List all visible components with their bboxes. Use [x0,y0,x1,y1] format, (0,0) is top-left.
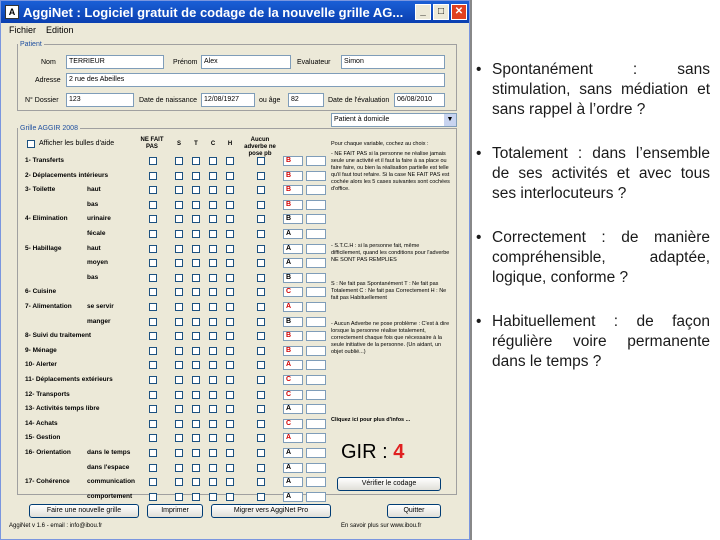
row-sublabel: haut [87,186,101,193]
row-result: A [283,302,303,312]
row-result: B [283,156,303,166]
row-checkbox[interactable] [209,449,217,457]
row-sublabel: moyen [87,259,108,266]
bulles-label: Afficher les bulles d'aide [39,140,115,147]
row-checkbox[interactable] [257,361,265,369]
nom-field[interactable]: TERRIEUR [66,55,164,69]
row-result-alt [306,433,326,443]
row-result-alt [306,448,326,458]
row-checkbox[interactable] [149,434,157,442]
row-result-alt [306,317,326,327]
row-checkbox[interactable] [257,245,265,253]
row-checkbox[interactable] [175,157,183,165]
row-result-alt [306,346,326,356]
row-checkbox[interactable] [175,361,183,369]
row-checkbox[interactable] [209,201,217,209]
prenom-label: Prénom [173,59,198,66]
row-checkbox[interactable] [175,464,183,472]
header-h: H [227,141,233,147]
row-checkbox[interactable] [257,347,265,355]
row-result: B [283,346,303,356]
row-label: 14- Achats [25,420,58,427]
bullet-list [474,60,710,396]
row-result: B [283,185,303,195]
row-checkbox[interactable] [257,186,265,194]
note-ne-fait-pas: - NE FAIT PAS si la personne ne réalise jamais seule une activité et il faut la faire à sa place ou faire faire, ou bien la réalisation partielle est telle qu'il faut tout refaire. Si la case NE FAIT PAS est cochée alors les 5 cases suivantes sont cochées d'office. [331,151,450,192]
row-checkbox[interactable] [192,420,200,428]
row-checkbox[interactable] [192,478,200,486]
prenom-field[interactable]: Alex [201,55,291,69]
row-result: A [283,360,303,370]
row-checkbox[interactable] [257,259,265,267]
row-checkbox[interactable] [257,464,265,472]
row-checkbox[interactable] [209,347,217,355]
row-checkbox[interactable] [209,172,217,180]
row-checkbox[interactable] [175,274,183,282]
row-checkbox[interactable] [226,493,234,501]
row-result-alt [306,419,326,429]
row-checkbox[interactable] [175,303,183,311]
naissance-field[interactable]: 12/08/1927 [201,93,255,107]
row-checkbox[interactable] [226,332,234,340]
row-checkbox[interactable] [192,332,200,340]
row-result: A [283,448,303,458]
header-t: T [194,141,198,147]
row-checkbox[interactable] [192,376,200,384]
row-checkbox[interactable] [226,245,234,253]
row-checkbox[interactable] [257,230,265,238]
row-checkbox[interactable] [192,434,200,442]
row-sublabel: se servir [87,303,114,310]
row-checkbox[interactable] [192,493,200,501]
row-checkbox[interactable] [209,405,217,413]
row-checkbox[interactable] [192,230,200,238]
row-checkbox[interactable] [209,157,217,165]
row-result: B [283,171,303,181]
row-checkbox[interactable] [209,259,217,267]
row-result: A [283,463,303,473]
row-checkbox[interactable] [192,318,200,326]
row-label: 17- Cohérence [25,478,70,485]
row-checkbox[interactable] [226,434,234,442]
bullet-icon: • [476,313,482,330]
row-checkbox[interactable] [226,405,234,413]
row-checkbox[interactable] [149,347,157,355]
row-checkbox[interactable] [149,172,157,180]
bullet-text: Correctement : de manière compréhensible, adaptée, logique, conforme ? [492,229,710,286]
row-checkbox[interactable] [175,288,183,296]
row-checkbox[interactable] [175,186,183,194]
row-checkbox[interactable] [149,493,157,501]
row-checkbox[interactable] [257,157,265,165]
row-checkbox[interactable] [226,230,234,238]
row-checkbox[interactable] [209,318,217,326]
footer-email: AggiNet v 1.6 - email : info@ibou.fr [9,523,103,529]
row-checkbox[interactable] [257,172,265,180]
row-checkbox[interactable] [149,478,157,486]
row-checkbox[interactable] [149,464,157,472]
row-result: B [283,200,303,210]
row-checkbox[interactable] [175,478,183,486]
row-checkbox[interactable] [257,405,265,413]
row-result-alt [306,258,326,268]
row-checkbox[interactable] [175,347,183,355]
row-result-alt [306,302,326,312]
row-checkbox[interactable] [209,332,217,340]
row-result-alt [306,214,326,224]
row-checkbox[interactable] [209,245,217,253]
row-checkbox[interactable] [192,215,200,223]
row-result: A [283,258,303,268]
menu-bar [1,23,469,37]
row-label: 4- Elimination [25,215,68,222]
naissance-label: Date de naissance [139,97,197,104]
row-result: A [283,404,303,414]
row-result-alt [306,287,326,297]
row-checkbox[interactable] [209,215,217,223]
row-checkbox[interactable] [257,215,265,223]
row-result: C [283,419,303,429]
app-icon: A [5,5,19,19]
row-checkbox[interactable] [257,274,265,282]
row-checkbox[interactable] [175,215,183,223]
row-checkbox[interactable] [209,376,217,384]
row-checkbox[interactable] [226,288,234,296]
row-checkbox[interactable] [226,347,234,355]
evaluateur-label: Evaluateur [297,59,331,66]
chevron-down-icon: ▼ [444,114,456,126]
window-title: AggiNet : Logiciel gratuit de codage de la nouvelle grille AG... [23,4,404,20]
row-checkbox[interactable] [149,245,157,253]
row-label: 11- Déplacements extérieurs [25,376,113,383]
row-checkbox[interactable] [257,318,265,326]
row-checkbox[interactable] [175,391,183,399]
row-checkbox[interactable] [149,230,157,238]
row-checkbox[interactable] [149,405,157,413]
row-checkbox[interactable] [226,449,234,457]
adresse-field[interactable]: 2 rue des Abeilles [66,73,445,87]
row-checkbox[interactable] [226,201,234,209]
row-result-alt [306,463,326,473]
row-checkbox[interactable] [192,449,200,457]
row-result-alt [306,229,326,239]
row-checkbox[interactable] [192,391,200,399]
nouvelle-grille-button[interactable]: Faire une nouvelle grille [29,504,139,518]
row-sublabel: communication [87,478,136,485]
slide-divider [470,0,472,540]
row-result-alt [306,360,326,370]
row-sublabel: bas [87,201,99,208]
row-checkbox[interactable] [257,303,265,311]
header-ne-fait-pas: NE FAIT PAS [140,137,164,150]
row-result-alt [306,477,326,487]
row-checkbox[interactable] [226,274,234,282]
row-sublabel: dans l'espace [87,464,130,471]
row-checkbox[interactable] [175,332,183,340]
row-checkbox[interactable] [149,420,157,428]
row-checkbox[interactable] [192,361,200,369]
row-checkbox[interactable] [209,493,217,501]
row-checkbox[interactable] [149,449,157,457]
migrer-button[interactable]: Migrer vers AggiNet Pro [211,504,331,518]
row-checkbox[interactable] [226,420,234,428]
row-label: 5- Habillage [25,245,62,252]
bullet-text: Spontanément : sans stimulation, sans médiation et sans rappel à l’ordre ? [492,61,710,118]
row-checkbox[interactable] [175,434,183,442]
row-checkbox[interactable] [192,303,200,311]
note-aucun-adverbe: - Aucun Adverbe ne pose problème : C'est à dire lorsque la personne réalise totalement, correctement chaque fois que nécessaire à la seule initiative de la personne. (Un aidant, un objet oublié...) [331,321,450,355]
row-label: 10- Alerter [25,361,57,368]
row-result: B [283,331,303,341]
row-checkbox[interactable] [175,259,183,267]
bullet-spontanement [474,60,710,120]
row-checkbox[interactable] [192,288,200,296]
row-checkbox[interactable] [175,230,183,238]
row-result-alt [306,273,326,283]
row-checkbox[interactable] [192,245,200,253]
row-result-alt [306,331,326,341]
header-aucun-adverbe: Aucun adverbe ne pose pb [244,137,276,157]
row-checkbox[interactable] [149,361,157,369]
row-checkbox[interactable] [257,332,265,340]
note-intro: Pour chaque variable, cochez au choix : [331,141,429,147]
row-checkbox[interactable] [192,201,200,209]
row-checkbox[interactable] [175,201,183,209]
row-checkbox[interactable] [257,201,265,209]
row-result: B [283,273,303,283]
row-checkbox[interactable] [226,478,234,486]
row-result-alt [306,185,326,195]
row-checkbox[interactable] [226,186,234,194]
nom-label: Nom [41,59,56,66]
row-sublabel: fécale [87,230,106,237]
row-checkbox[interactable] [149,318,157,326]
row-result: B [283,214,303,224]
evaluation-field[interactable]: 06/08/2010 [394,93,445,107]
row-checkbox[interactable] [257,478,265,486]
row-checkbox[interactable] [257,434,265,442]
note-adverbes: S : Ne fait pas Spontanément T : Ne fait pas Totalement C : Ne fait pas Correctement H : Ne fait pas Habituellement [331,281,447,301]
row-sublabel: bas [87,274,99,281]
row-result-alt [306,244,326,254]
bullet-habituellement [474,312,710,372]
bullet-text: Totalement : dans l’ensemble de ses activités et avec tous ses interlocuteurs ? [492,145,710,202]
bullet-icon: • [476,229,482,246]
row-result: A [283,229,303,239]
lieu-select-value: Patient à domicile [334,116,390,123]
row-label: 3- Toilette [25,186,56,193]
evaluateur-field[interactable]: Simon [341,55,445,69]
row-checkbox[interactable] [226,318,234,326]
row-checkbox[interactable] [226,259,234,267]
row-checkbox[interactable] [149,391,157,399]
row-checkbox[interactable] [209,420,217,428]
row-checkbox[interactable] [192,274,200,282]
plus-infos-link[interactable]: Cliquez ici pour plus d'infos ... [331,417,411,423]
row-result: B [283,317,303,327]
row-checkbox[interactable] [149,274,157,282]
row-label: 6- Cuisine [25,288,57,295]
row-checkbox[interactable] [226,303,234,311]
row-sublabel: dans le temps [87,449,131,456]
row-checkbox[interactable] [192,157,200,165]
row-result: A [283,492,303,502]
row-checkbox[interactable] [257,391,265,399]
row-checkbox[interactable] [192,405,200,413]
row-result: C [283,287,303,297]
bullet-totalement [474,144,710,204]
row-result-alt [306,492,326,502]
close-button[interactable]: ✕ [451,4,467,20]
row-label: 13- Activités temps libre [25,405,100,412]
row-checkbox[interactable] [209,274,217,282]
header-c: C [210,141,216,147]
row-label: 16- Orientation [25,449,71,456]
row-label: 15- Gestion [25,434,61,441]
row-result-alt [306,171,326,181]
row-checkbox[interactable] [175,172,183,180]
row-result-alt [306,404,326,414]
row-checkbox[interactable] [149,376,157,384]
row-checkbox[interactable] [209,230,217,238]
row-checkbox[interactable] [175,493,183,501]
evaluation-label: Date de l'évaluation [328,97,390,104]
row-sublabel: urinaire [87,215,111,222]
row-result: A [283,244,303,254]
row-checkbox[interactable] [226,391,234,399]
row-sublabel: haut [87,245,101,252]
verifier-button[interactable]: Vérifier le codage [337,477,441,491]
row-checkbox[interactable] [149,157,157,165]
row-checkbox[interactable] [226,172,234,180]
row-checkbox[interactable] [226,361,234,369]
row-checkbox[interactable] [192,172,200,180]
row-checkbox[interactable] [175,405,183,413]
row-label: 2- Déplacements intérieurs [25,172,109,179]
row-sublabel: manger [87,318,111,325]
row-checkbox[interactable] [209,186,217,194]
row-sublabel: comportement [87,493,133,500]
row-checkbox[interactable] [257,493,265,501]
row-checkbox[interactable] [209,434,217,442]
title-bar [1,1,469,23]
dossier-field[interactable]: 123 [66,93,134,107]
row-checkbox[interactable] [209,361,217,369]
maximize-button[interactable]: □ [433,4,449,20]
row-checkbox[interactable] [192,186,200,194]
row-checkbox[interactable] [257,420,265,428]
gir-result [341,441,404,464]
row-checkbox[interactable] [209,303,217,311]
row-result: C [283,375,303,385]
row-checkbox[interactable] [192,464,200,472]
row-checkbox[interactable] [192,347,200,355]
quitter-button[interactable]: Quitter [387,504,441,518]
row-checkbox[interactable] [175,420,183,428]
row-checkbox[interactable] [209,478,217,486]
bullet-correctement [474,228,710,288]
row-checkbox[interactable] [209,464,217,472]
row-checkbox[interactable] [175,376,183,384]
row-checkbox[interactable] [149,215,157,223]
row-checkbox[interactable] [226,464,234,472]
gir-label: GIR : [341,441,388,463]
row-checkbox[interactable] [257,376,265,384]
row-checkbox[interactable] [149,332,157,340]
row-checkbox[interactable] [192,259,200,267]
row-checkbox[interactable] [257,288,265,296]
imprimer-button[interactable]: Imprimer [147,504,203,518]
row-checkbox[interactable] [149,259,157,267]
row-checkbox[interactable] [149,288,157,296]
row-result: A [283,477,303,487]
row-checkbox[interactable] [209,391,217,399]
row-checkbox[interactable] [226,215,234,223]
bullet-icon: • [476,61,482,78]
row-result-alt [306,390,326,400]
age-field[interactable]: 82 [288,93,324,107]
row-checkbox[interactable] [257,449,265,457]
dossier-label: N° Dossier [25,97,59,104]
row-result-alt [306,200,326,210]
row-label: 1- Transferts [25,157,65,164]
bullet-text: Habituellement : de façon régulière voire permanente dans le temps ? [492,313,710,370]
row-label: 7- Alimentation [25,303,72,310]
row-label: 9- Ménage [25,347,57,354]
row-result: A [283,433,303,443]
patient-legend: Patient [20,41,42,48]
gir-value: 4 [393,441,405,463]
row-checkbox[interactable] [149,201,157,209]
bulles-checkbox[interactable] [27,140,35,148]
row-label: 8- Suivi du traitement [25,332,92,339]
row-label: 12- Transports [25,391,70,398]
row-checkbox[interactable] [149,303,157,311]
menu-edition[interactable]: Edition [46,25,74,35]
row-checkbox[interactable] [175,449,183,457]
row-checkbox[interactable] [175,245,183,253]
row-result-alt [306,156,326,166]
grille-legend: Grille AGGIR 2008 [20,125,78,132]
row-checkbox[interactable] [226,157,234,165]
row-result-alt [306,375,326,385]
row-checkbox[interactable] [226,376,234,384]
row-result: C [283,390,303,400]
adresse-label: Adresse [35,77,61,84]
note-stch: - S.T.C.H : si la personne fait, même difficilement, quand les conditions pour l'adverbe NE SONT PAS REMPLIES [331,243,450,263]
minimize-button[interactable]: _ [415,4,431,20]
footer-website[interactable]: En savoir plus sur www.ibou.fr [341,523,422,529]
row-checkbox[interactable] [175,318,183,326]
row-checkbox[interactable] [209,288,217,296]
age-label: ou âge [259,97,281,104]
bullet-icon: • [476,145,482,162]
menu-fichier[interactable]: Fichier [9,25,37,35]
row-checkbox[interactable] [149,186,157,194]
header-s: S [176,141,181,147]
